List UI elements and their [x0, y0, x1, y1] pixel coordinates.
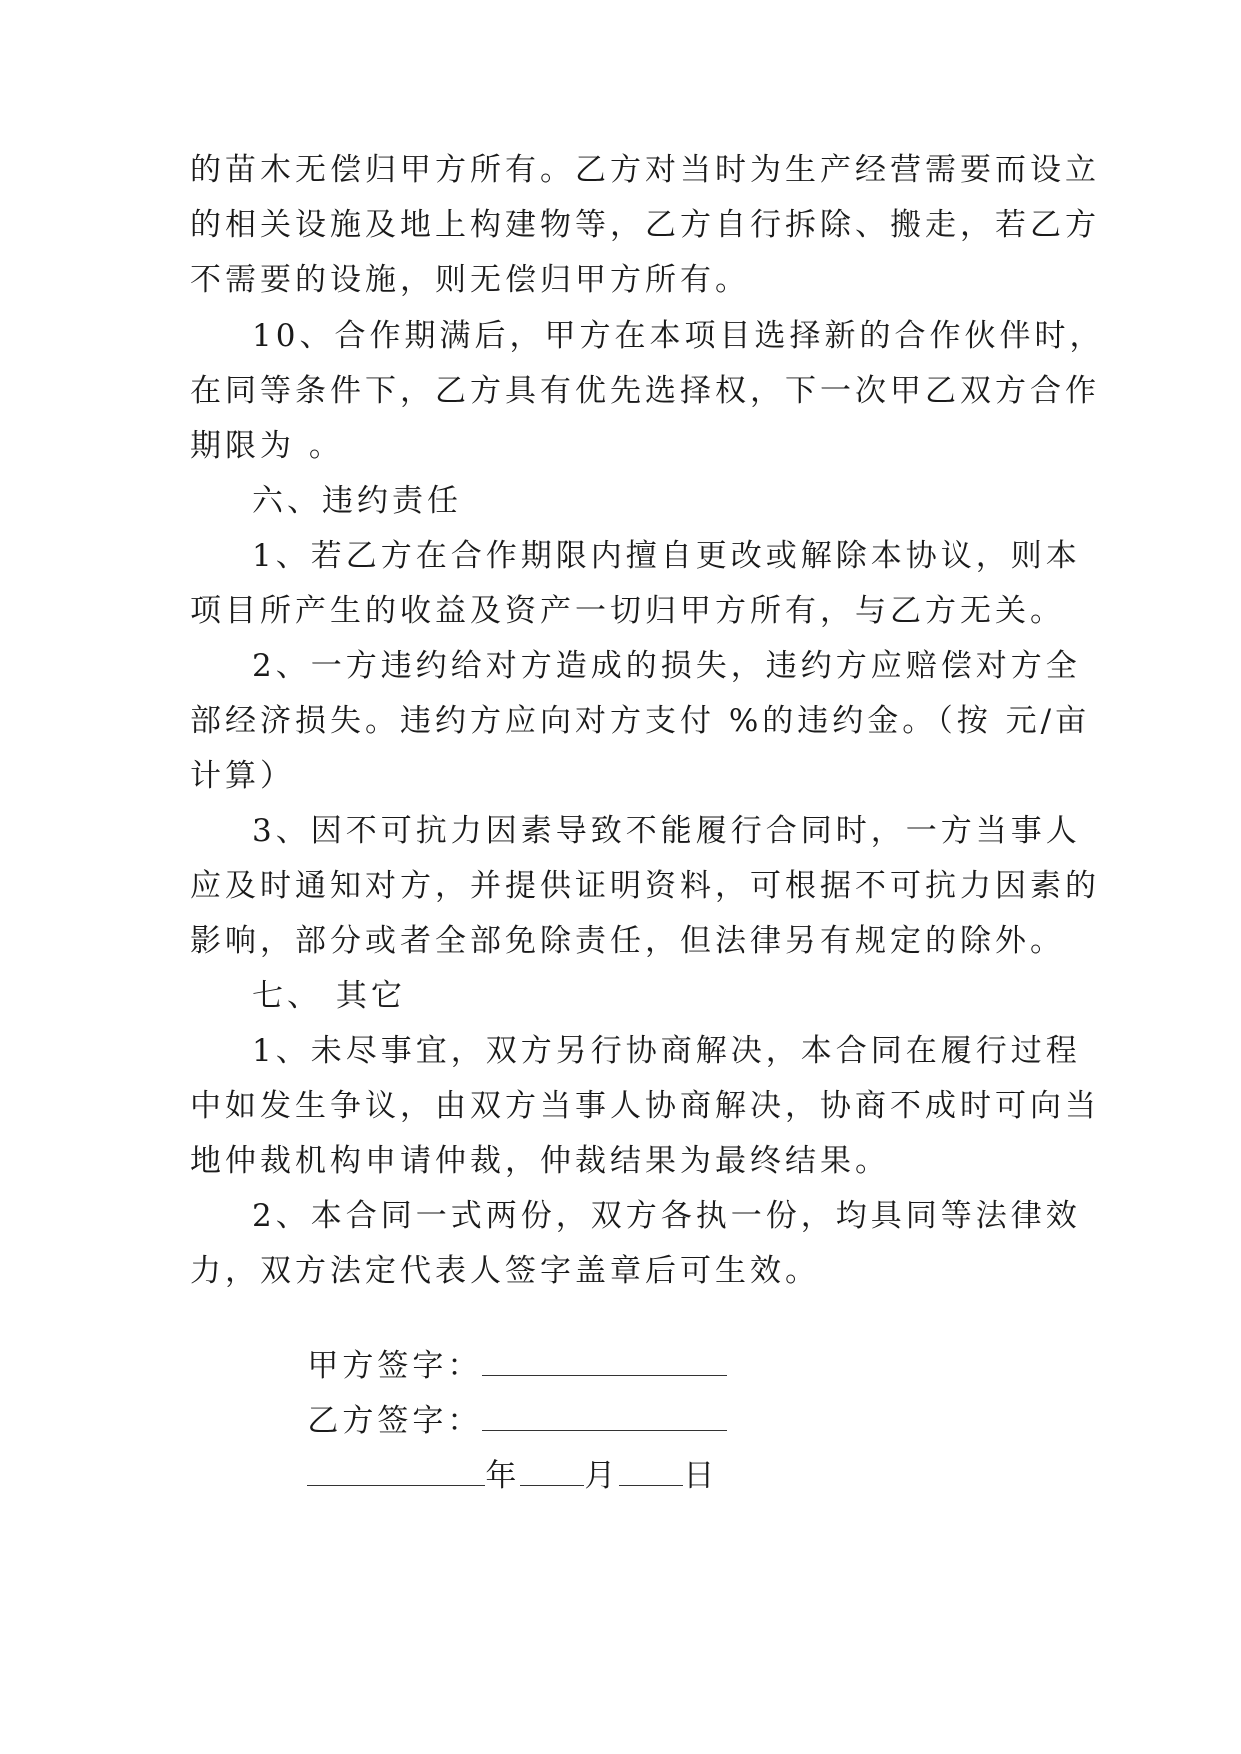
other-clause-1-line: 1、未尽事宜，双方另行协商解决，本合同在履行过程 — [252, 1033, 1081, 1069]
paragraph-line: 项目所产生的收益及资产一切归甲方所有，与乙方无关。 — [190, 593, 1065, 629]
day-label: 日 — [683, 1458, 719, 1494]
paragraph-line: 的苗木无偿归甲方所有。乙方对当时为生产经营需要而设立 — [190, 152, 1100, 188]
year-blank[interactable] — [307, 1457, 485, 1486]
section-heading-other: 七、 其它 — [252, 978, 406, 1014]
date-row — [252, 1416, 718, 1536]
clause-10-line: 10、合作期满后，甲方在本项目选择新的合作伙伴时， — [252, 318, 1105, 354]
paragraph-line: 部经济损失。违约方应向对方支付 %的违约金。（按 元/亩 — [190, 703, 1091, 739]
paragraph-line: 在同等条件下，乙方具有优先选择权，下一次甲乙双方合作 — [190, 373, 1100, 409]
paragraph-line: 计算） — [190, 758, 295, 794]
paragraph-line: 的相关设施及地上构建物等，乙方自行拆除、搬走，若乙方 — [190, 207, 1100, 243]
day-blank[interactable] — [619, 1457, 683, 1486]
paragraph-line: 期限为 。 — [190, 428, 344, 464]
breach-clause-3-line: 3、因不可抗力因素导致不能履行合同时，一方当事人 — [252, 813, 1081, 849]
party-b-signature-label: 乙方签字： — [307, 1403, 483, 1439]
breach-clause-1-line: 1、若乙方在合作期限内擅自更改或解除本协议，则本 — [252, 538, 1081, 574]
paragraph-line: 不需要的设施，则无偿归甲方所有。 — [190, 262, 750, 298]
breach-clause-2-line: 2、一方违约给对方造成的损失，违约方应赔偿对方全 — [252, 648, 1081, 684]
paragraph-line: 中如发生争议，由双方当事人协商解决，协商不成时可向当 — [190, 1088, 1100, 1124]
month-label: 月 — [584, 1458, 620, 1494]
paragraph-line: 地仲裁机构申请仲裁，仲裁结果为最终结果。 — [190, 1143, 890, 1179]
paragraph-line: 力，双方法定代表人签字盖章后可生效。 — [190, 1253, 820, 1289]
year-label: 年 — [485, 1458, 521, 1494]
other-clause-2-line: 2、本合同一式两份，双方各执一份，均具同等法律效 — [252, 1198, 1081, 1234]
paragraph-line: 影响，部分或者全部免除责任，但法律另有规定的除外。 — [190, 923, 1065, 959]
paragraph-line: 应及时通知对方，并提供证明资料，可根据不可抗力因素的 — [190, 868, 1100, 904]
section-heading-breach: 六、违约责任 — [252, 483, 462, 519]
month-blank[interactable] — [520, 1457, 584, 1486]
party-a-signature-label: 甲方签字： — [307, 1348, 483, 1384]
